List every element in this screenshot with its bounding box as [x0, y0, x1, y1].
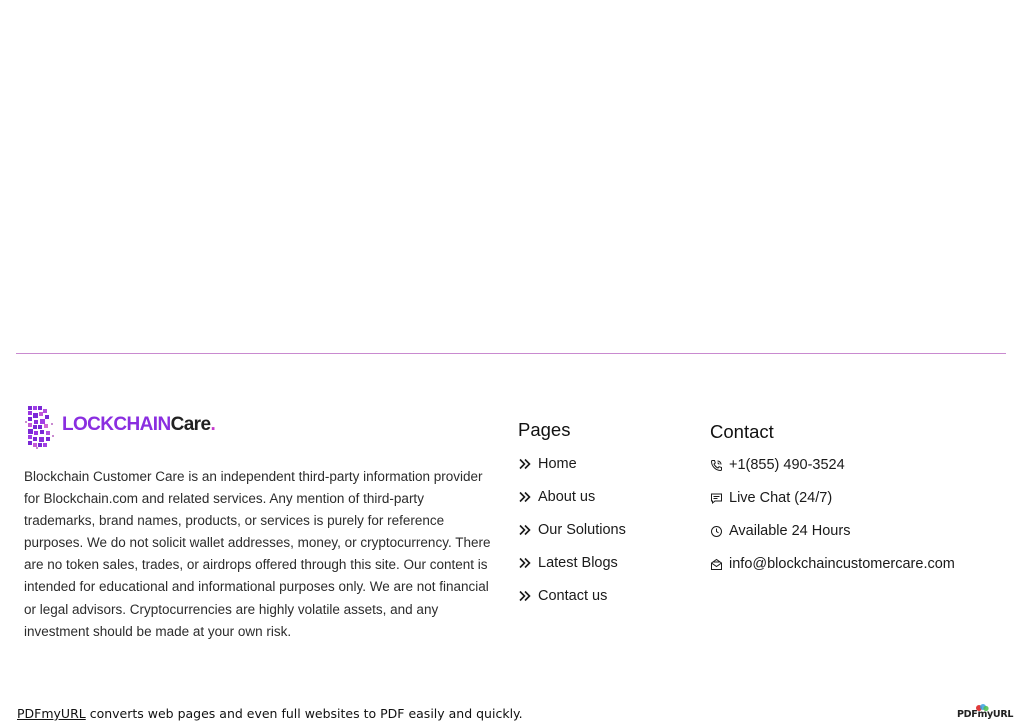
- mail-icon: [710, 558, 723, 571]
- nav-link-blogs[interactable]: [518, 555, 618, 571]
- double-chevron-right-icon: [518, 556, 532, 570]
- blockchain-care-logo[interactable]: [24, 403, 224, 451]
- nav-link-solutions[interactable]: [518, 522, 626, 538]
- clock-icon: [710, 525, 723, 538]
- double-chevron-right-icon: [518, 589, 532, 603]
- double-chevron-right-icon: [518, 490, 532, 504]
- contact-hours-label: Available 24 Hours: [729, 523, 851, 539]
- section-divider: [16, 353, 1006, 354]
- contact-heading: Contact: [710, 421, 774, 442]
- contact-chat-label: Live Chat (24/7): [729, 490, 833, 506]
- nav-link-label: Latest Blogs: [538, 555, 618, 571]
- pdfmyurl-link[interactable]: PDFmyURL: [17, 706, 86, 721]
- contact-email-label: info@blockchaincustomercare.com: [729, 556, 955, 572]
- contact-phone-label: +1(855) 490-3524: [729, 457, 845, 473]
- contact-phone[interactable]: [710, 457, 845, 473]
- chat-icon: [710, 492, 723, 505]
- logo-wordmark-dot: .: [210, 414, 216, 435]
- pdf-converter-note-text: converts web pages and even full websites to PDF easily and quickly.: [85, 706, 523, 721]
- nav-link-label: Our Solutions: [538, 522, 626, 538]
- nav-link-label: About us: [538, 489, 596, 505]
- nav-link-about[interactable]: [518, 489, 595, 505]
- nav-link-home[interactable]: [518, 456, 577, 472]
- nav-link-label: Home: [538, 456, 577, 472]
- pages-heading: Pages: [518, 419, 571, 440]
- logo-wordmark-part1: LOCKCHAIN: [62, 414, 171, 435]
- double-chevron-right-icon: [518, 523, 532, 537]
- contact-live-chat[interactable]: [710, 490, 832, 506]
- logo-mark-icon: [24, 403, 64, 451]
- logo-wordmark: [62, 414, 215, 436]
- pdfmyurl-badge-text: PDFmyURL: [957, 709, 1014, 720]
- contact-hours: [710, 523, 850, 539]
- company-description: Blockchain Customer Care is an independent third-party information provider for Blockchain.com and related services. Any mention of third-party trademarks, brand names, products, or services is purely for reference purposes. We do not solicit wallet addresses, money, or cryptocurrency. There are no token sales, trades, or airdrops offered through this site. Our content is intended for educational and informational purposes only. We are not financial or legal advisors. Cryptocurrencies are highly volatile assets, and any investment should be made at your own risk.: [24, 469, 491, 639]
- contact-email[interactable]: [710, 556, 955, 572]
- double-chevron-right-icon: [518, 457, 532, 471]
- logo-wordmark-part2: Care: [170, 414, 211, 435]
- phone-icon: [710, 459, 723, 472]
- nav-link-contact[interactable]: [518, 588, 607, 604]
- pdfmyurl-badge[interactable]: [957, 706, 1014, 722]
- nav-link-label: Contact us: [538, 588, 608, 604]
- pdf-converter-note: [17, 706, 523, 721]
